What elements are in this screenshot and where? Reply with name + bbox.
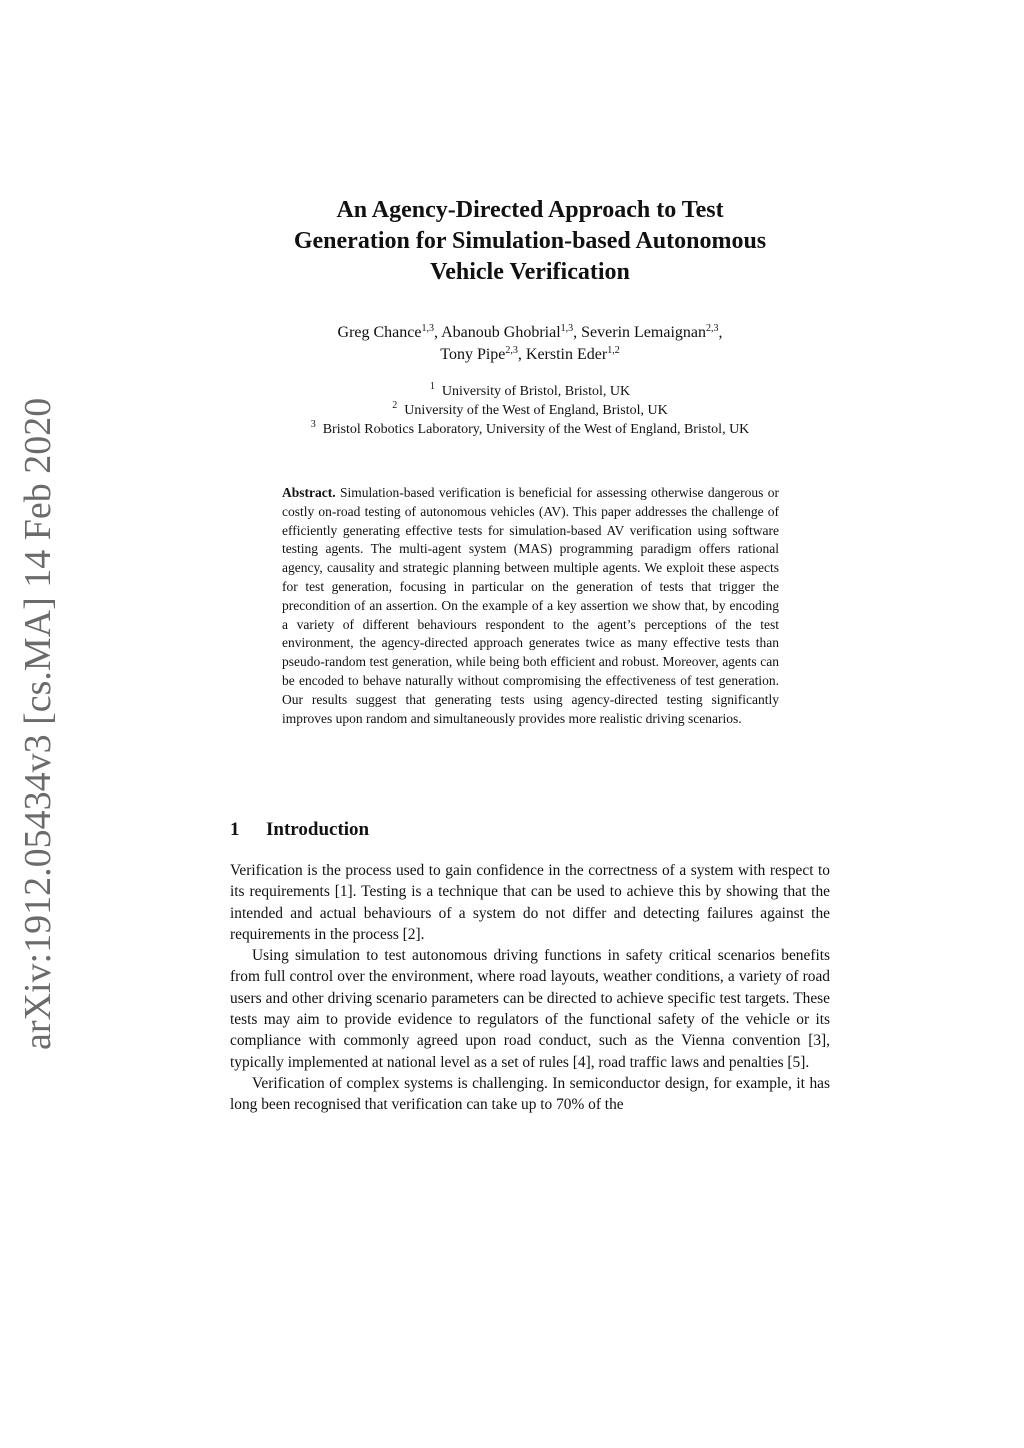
- author-affiliation-mark: 1,3: [421, 323, 434, 334]
- affiliation-text: Bristol Robotics Laboratory, University of the West of England, Bristol, UK: [322, 422, 750, 437]
- affiliation-number: 1: [429, 381, 435, 392]
- section-title: Introduction: [266, 819, 370, 840]
- author-name: Greg Chance: [337, 324, 422, 341]
- affiliation-number: 2: [392, 400, 398, 411]
- author-affiliation-mark: 2,3: [705, 323, 719, 334]
- title-line: An Agency-Directed Approach to Test: [336, 197, 724, 223]
- section-heading: [230, 818, 830, 842]
- author-list: [230, 322, 830, 366]
- paragraph: Verification of complex systems is challenging. In semiconductor design, for example, it has long been recognised that verification can take up to 70% of the: [230, 1074, 830, 1114]
- abstract-label: Abstract.: [282, 485, 336, 500]
- affiliation-text: University of the West of England, Bristol, UK: [404, 403, 668, 418]
- title-line: Vehicle Verification: [430, 259, 630, 285]
- title-line: Generation for Simulation-based Autonomous: [293, 228, 767, 254]
- author-affiliation-mark: 1,2: [607, 345, 620, 356]
- author-line: Greg Chance$^{1,3}$, Abanoub Ghobrial$^{1,3}$, Severin Lemaignan$^{2,3}$,: [337, 323, 723, 341]
- affiliation-text: University of Bristol, Bristol, UK: [441, 384, 631, 399]
- author-line: Tony Pipe$^{2,3}$, Kerstin Eder$^{1,2}$: [440, 345, 620, 363]
- author-affiliation-mark: 2,3: [505, 345, 518, 356]
- affiliation-number: 3: [310, 419, 316, 430]
- affiliation: [230, 420, 830, 439]
- arxiv-identifier-stamp: arXiv:1912.05434v3 [cs.MA] 14 Feb 2020: [17, 397, 59, 1050]
- section-number: 1: [230, 819, 240, 840]
- affiliation: [230, 401, 830, 420]
- author-name: Kerstin Eder: [525, 346, 608, 363]
- abstract: [282, 484, 779, 728]
- abstract-text: Simulation-based verification is beneficial for assessing otherwise dangerous or costly on-road testing of autonomous vehicles (AV). This paper addresses the challenge of efficiently generating effective tests for simulation-based AV verification using software testing agents. The multi-agent system (MAS) programming paradigm offers rational agency, causality and strategic planning between multiple agents. We exploit these aspects for test generation, focusing in particular on the generation of tests that trigger the precondition of an assertion. On the example of a key assertion we show that, by encoding a variety of different behaviours respondent to the agent’s perceptions of the test environment, the agency-directed approach generates twice as many effective tests than pseudo-random test generation, while being both efficient and robust. Moreover, agents can be encoded to behave naturally without compromising the effectiveness of test generation. Our results suggest that generating tests using agency-directed testing significantly improves upon random and simultaneously provides more realistic driving scenarios.: [282, 485, 779, 726]
- section-body: [230, 860, 830, 1116]
- affiliation: [230, 382, 830, 401]
- paper-title: [230, 195, 830, 288]
- author-name: Tony Pipe: [440, 346, 506, 363]
- paragraph: Verification is the process used to gain confidence in the correctness of a system with respect to its requirements [1]. Testing is a technique that can be used to achieve this by showing that the intended and actual behaviours of a system do not differ and detecting failures against the requirements in the process [2].: [230, 862, 830, 943]
- affiliation-list: [230, 382, 830, 439]
- author-name: Severin Lemaignan: [581, 324, 706, 341]
- author-name: Abanoub Ghobrial: [441, 324, 561, 341]
- author-affiliation-mark: 1,3: [560, 323, 574, 334]
- paragraph: Using simulation to test autonomous driving functions in safety critical scenarios benefits from full control over the environment, where road layouts, weather conditions, a variety of road users and other driving scenario parameters can be directed to achieve specific test targets. These tests may aim to provide evidence to regulators of the functional safety of the vehicle or its compliance with commonly agreed upon road conduct, such as the Vienna convention [3], typically implemented at national level as a set of rules [4], road traffic laws and penalties [5].: [230, 947, 830, 1071]
